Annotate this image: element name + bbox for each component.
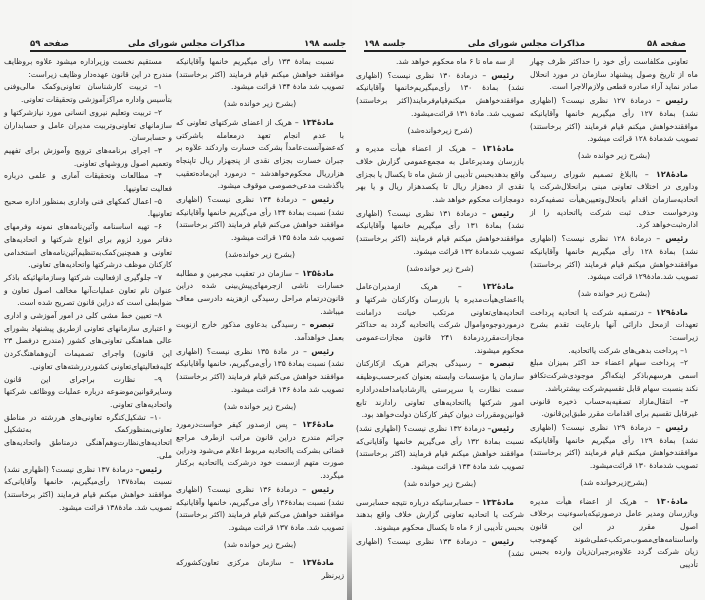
paragraph [176,345,344,397]
paragraph-text: – باابلاغ تصمیم شورای رسیدگی وداوری در اختلاف تعاونی مبنی برانحلال‌شرکت یا اتحادیه‌سازمان اقدام بانحلال‌وتعیین‌هیأت تصفیه‌کرده ودرخواست حذف ثبت شرکت یااتحادیه را از اداره‌ثبت‌خواهد کرد. [530,169,698,230]
paragraph [4,170,172,195]
paragraph-text: ۲– تربیت وتعلیم نیروی انسانی مورد نیازشرکتها و سازمانهای تعاونی‌وتربیت مدیران عامل و حسابداران و حسابرسان. [4,107,172,143]
speaker-or-article-label: تبصره [489,358,514,369]
speaker-or-article-label: رئیس [665,233,688,244]
paragraph-text: مستقیم نخست وزیراداره میشود علاوه بروظایف مندرج در این قانون عهده‌دار وظایف زیراست: [4,57,172,79]
reading-note: (بشرح زیر خوانده شد) [577,150,651,160]
reading-note: (شرح زیرخوانده‌شد) [407,125,473,135]
paragraph-text: – درمادهٔ ۱۲۷ نظری نیست؟ (اظهاری نشد) بمادهٔ ۱۲۷ رأی میگیریم خانمها وآقایانیکه موافقندخواهش میکنم قیام فرمایند (اکثر برخاستند) تصویب شدمادهٔ ۱۲۸ قرائت میشود. [530,96,698,144]
paragraph-text: ۸– تعیین خط مشی کلی در امور آموزشی و اداری و اعتباری سازمانهای تعاونی ازطریق پیشنهاد بشورای عالی هماهنگی تعاونی‌های کشور (مندرج درفصل ۲۳ این قانون) واجرای تصمیمات آن‌وهماهنگ‌کردن کلیه‌فعالیتهای‌تعاونی کشوردررشته‌های تعاونی. [4,311,172,371]
paragraph-text: – درمادهٔ ۱۳۲ نظری نیست؟ (اظهاری نشد) نسبت بمادهٔ ۱۳۲ رأی می‌گیریم خانمها وآقایانی‌که موافقند خواهش میکنم قیام فرمایند (اکثر برخاستند) تصویب شد مادهٔ ۱۳۳ قرائت میشود. [356,423,524,472]
paragraph [530,306,698,345]
paragraph-text: ۲– پرداخت سهام اعضاء حد اکثر بمیزان مبلغ اسمی هرسهم‌باذکر اینکه‌اگر موجودی‌شرکت‌تکافو نکند بنسبت سهام قابل تقسیم‌شرکت بیشترباشد. [530,358,698,393]
speaker-or-article-label: مادهٔ۱۳۲ [481,281,514,292]
paragraph-text: – هریک ازمدیران‌عامل یااعضای‌هیأت‌مدیره یا بازرسان وکارکنان شرکتها و اتحادیه‌های‌تعاونی مرتکب خیانت درامانت درموردوجوه‌واموال شرکت یااتحادیه گردد به حداکثر مجازات‌مقرردرمادهٔ ۲۴۱ قانون مجازات‌عمومی محکوم میشوند. [356,282,524,355]
paragraph [4,374,172,412]
paragraph [4,145,172,170]
session-number: جلسه ۱۹۸ [364,39,406,49]
speaker-or-article-label: رئیس [139,463,162,474]
paragraph-text: ۶– تهیه اساسنامه وآئین‌نامه‌های نمونه وفرمهای دفاتر مورد لزوم برای انواع شرکتها و اتحادیه‌های تعاونی و همچنین‌کمک‌به‌تنظیم‌آئین‌نامه‌های استخدامی کارکنان موظف درشرکتها واتحادیه‌های تعاونی. [4,222,172,270]
publication-title: مذاکرات مجلس شورای ملی [467,39,586,49]
paragraph [356,56,524,69]
paragraph-text: – درمادهٔ ۱۲۸ نظری نیست؟ (اظهاری نشد) بمادهٔ ۱۲۸ رأی میگیریم خانمها وآقایانیکه موافقندخواهش میکنم قیام فرمایند (اکثر برخاستند) تصویب شد.مادهٔ۱۲۹ قرائت میشود. [530,234,698,282]
paragraph [4,412,172,463]
paragraph-text: – در مادهٔ ۱۳۵ نظری نیست؟ (اظهاری نشد) نسبت بمادهٔ ۱۳۵ رأی‌می‌گیریم، خانمها وآقایانیکه موافقند خواهش می‌کنم قیام فرمایند (اکثر برخاستند) تصویب شد مادهٔ ۱۳۶ قرائت میشود. [176,346,344,394]
reading-note: (بشرح زیر خوانده‌شد) [225,249,295,259]
paragraph-text: – هریک از اعضای شرکتهای تعاونی که با عدم انجام تعهد درمعامله باشرکتی که‌عضوآنست‌عامداً بشرکت خسارت واردکند علاوه بر جبران خسارت بجزای نقدی از پنجهزار ریال تاپنجاه هزارریال محکوم‌خواهدشد – درمورد این‌ماده‌تعقیب باگذشت مدعی‌خصوصی موقوف میشود. [176,117,344,191]
paragraph [176,193,344,245]
speaker-or-article-label: رئیس [311,194,334,205]
paragraph [356,422,524,474]
paragraph-text: – رسیدگی بدعاوی مذکور خارج ازنوبت بعمل خواهدآمد. [176,320,344,343]
reading-note: (بشرح‌زیرخوانده شد) [580,477,648,487]
paragraph [4,81,172,106]
paragraph [530,357,698,395]
paragraph-text: – درمادهٔ ۱۳۳ نظری نیست؟ (اظهاری نشد) [356,536,524,559]
paragraph-text: – درمادهٔ ۱۳۷ نظری نیست؟ (اظهاری نشد) نسبت بمادهٔ۱۳۷ رأی‌میگیریم، خانمها وآقایانی‌که موافقند خواهش میکنم قیام فرمایند (اکثر برخاستند) تصویب شد. مادهٔ۱۳۸ قرائت میشود. [4,464,173,512]
paragraph [176,56,344,94]
paragraph-text: ۹– نظارت براجرای این قانون وسایرقوانین‌موضوعه درباره عملیات ووظائف شرکتها واتحادیه‌های تعاونی. [4,374,172,409]
reading-note: (بشرح زیر خوانده شد) [223,99,297,109]
paragraph-text: – درتصفیه شرکت یا اتحادیه پرداخت تعهدات ازمحل دارائی آنها بارعایت تقدم بشرح زیراست: [530,307,698,343]
speaker-or-article-label: مادهٔ۱۳۳ [481,496,514,507]
paragraph [530,232,698,284]
page-header [364,36,686,52]
paragraph-text: – حسابرسانیکه درباره نتیجه حسابرسی شرکت یا اتحادیه تعاونی گزارش خلاف واقع بدهند بحبس تأدیبی از ۶ ماه تا یکسال محکوم میشوند. [356,497,524,532]
paragraph-text: ۷– جلوگیری ازفعالیت شرکتها وسازمانهائیکه باذکر عنوان نام تعاون عملیات‌آنها مخالف اصول تعاون و ضوابطی است که دراین قانون تصریح شده است. [4,272,172,308]
paragraph-text: – سازمان مرکزی تعاون‌کشورکه زیرنظر [176,558,344,581]
paragraph-text: ۳– انتقال‌مازاد تصفیه‌به‌حساب ذخیره قانونی غیرقابل تقسیم برای اقدامات مقرر طبق‌این‌قانون. [530,396,698,419]
paragraph [4,107,172,145]
paragraph [4,221,172,272]
paragraph [176,418,344,483]
speaker-or-article-label: رئیس [311,345,334,356]
paragraph [4,272,172,310]
paragraph-text: ۴– مطالعات وتحقیقات آماری و علمی درباره فعالیت تعاونیها. [4,171,172,194]
speaker-or-article-label: مادهٔ۱۳۵ [301,267,334,278]
paragraph-text: ۳– اجرای برنامه‌های ترویج وآموزش برای تفهیم وتعمیم اصول وروشهای تعاونی. [4,145,172,168]
paragraph [4,56,172,81]
paragraph [4,310,172,374]
speaker-or-article-label: رئیس [491,535,514,546]
paragraph [530,421,698,473]
right-page [352,0,705,600]
paragraph [176,267,344,319]
page-number: صفحه ۵۸ [647,39,686,49]
reading-note: (بشرح زیر خوانده شد) [223,539,297,549]
paragraph-text: – درمادهٔ ۱۲۹ نظری نیست؟ (اظهاری نشد) بمادهٔ ۱۲۹ رأی میگیریم خانمها وآقایانیکه موافقندخواهش میکنم قیام فرمایند (اکثر برخاستند) تصویب شدمادهٔ ۱۳۰ قرائت‌میشود. [530,422,698,471]
paragraph-text: – درمادهٔ ۱۳۶ نظری نیست؟ (اظهاری نشد) نسبت بمادهٔ۱۳۶ رأی می‌گیریم، خانمها وآقایانیکه موافقند خواهش می‌کنم قیام فرمایند (اکثر برخاستند) تصویب شد. مادهٔ ۱۳۷ قرائت میشود. [176,484,344,532]
page-number: صفحه ۵۹ [30,39,69,49]
publication-title: مذاکرات مجلس شورای ملی [127,39,246,49]
paragraph [4,463,172,515]
paragraph [176,556,344,582]
speaker-or-article-label: مادهٔ۱۲۹ [655,306,688,317]
paragraph-text: – درمادهٔ ۱۳۰ نظری نیست؟ (اظهاری نشد) بمادهٔ ۱۳۰ رأی‌میگیریم‌خانمها وآقایانیکه موافقندخواهش میکنم‌قیام‌فرمایند(اکثر برخاستند) تصویب شد. مادهٔ ۱۳۱ قرائت‌میشود. [356,70,524,118]
paragraph-text: – پس ازصدور کیفر خواست‌درمورد جرائم مندرج دراین قانون مراتب ازطرف مراجع قضائی بشرکت یااتحادیه مربوط اعلام می‌شود ودراین صورت متهم ازسمت خود درشرکت یااتحادیه برکنار میگردد. [176,420,344,481]
speaker-or-article-label: مادهٔ۱۳۷ [301,557,334,568]
paragraph-text: – درمادهٔ ۱۳۴ نظری نیست؟ (اظهاری نشد) نسبت بمادهٔ ۱۳۴ رأی می‌گیریم خانمها وآقایانیکه موافقند خواهش می‌کنم قیام فرمایند (اکثر برخاستند) تصویب شد مادهٔ ۱۳۵ قرائت میشود. [176,195,344,243]
reading-note: (بشرح زیر خوانده شد) [577,288,651,298]
speaker-or-article-label: مادهٔ۱۳۰ [655,495,688,506]
paragraph-text: نسبت بمادهٔ ۱۳۳ رأی میگیریم خانمها وآقایانیکه موافقند خواهش میکنم قیام فرمایند (اکثر برخاستند) تصویب شد مادهٔ ۱۳۴ قرائت میشود. [176,57,344,92]
paragraph [530,345,698,358]
text-column-left [4,56,172,514]
paragraph [356,280,524,357]
paragraph [530,396,698,421]
reading-note: (شرح زیر خوانده‌شد) [406,263,474,273]
text-column-right [176,56,344,583]
speaker-or-article-label: رئیس [491,69,514,80]
paragraph-text: – درمادهٔ ۱۳۱ نظری نیست؟ (اظهاری نشد) بمادهٔ ۱۳۱ رأی میگیریم خانمها وآقایانیکه موافقندخواهش میکنم قیام فرمایند (اکثر برخاستند) تصویب شدمادهٔ ۱۳۲ قرائت میشود. [356,208,524,256]
paragraph [4,196,172,221]
paragraph [530,168,698,233]
speaker-or-article-label: مادهٔ۱۳۶ [301,419,334,430]
speaker-or-article-label: رئیس [311,483,334,494]
paragraph-text: – سازمان در تعقیب مجرمین و مطالبه خسارات ناشی ازجرمهای‌پیش‌بینی شده دراین قانون‌درتمام مراحل رسیدگی ازهزینه دادرسی معاف میباشد. [176,268,344,316]
paragraph-text: ۱– تربیت کارشناسان تعاونی‌وکمک مالی‌وفنی بتأسیس واداره مراکزآموزشی وتحقیقات تعاونی. [4,82,172,105]
speaker-or-article-label: رئیس [491,422,514,433]
text-column-left [356,56,524,561]
paragraph-text: تعاونی مکلفاست رأی خود را حداکثر ظرف چهار ماه از تاریخ وصول پیشنهاد سازمان در مورد انحلال صادر نماید آراء صادره قطعی ولازم‌الاجرا است. [530,57,698,92]
reading-note: (بشرح زیر خوانده شد) [223,401,297,411]
speaker-or-article-label: رئیس [491,207,514,218]
paragraph [356,207,524,259]
paragraph [176,318,344,344]
paragraph [356,142,524,207]
paragraph [176,483,344,535]
speaker-or-article-label: رئیس [665,95,688,106]
paragraph-text: – هریک از اعضاء هیأت مدیره وبازرسان ومدیر عامل درصورتیکه‌باسوءنیت برخلاف اصول مقرر در این قانون واساسنامه‌های‌مصوب‌مرتکب‌عملی‌شوند کهموجب زیان شرکت گردد علاوه‌برجبران‌زیان وارده بحبس تأدیبی [530,496,698,570]
page-header [30,36,346,52]
paragraph [530,94,698,146]
session-number: جلسه ۱۹۸ [304,39,346,49]
paragraph [530,495,698,572]
paragraph-text: ۵– اعمال کمکهای فنی واداری بمنظور اداره صحیح تعاونیها. [4,196,172,219]
speaker-or-article-label: رئیس [665,421,688,432]
paragraph [530,56,698,94]
paragraph [356,496,524,535]
text-column-right [530,56,698,572]
speaker-or-article-label: تبصره [309,319,334,330]
paragraph [356,535,524,561]
paragraph-text: – رسیدگی بجرائم هریک ازکارکنان سازمان یا مؤسسات وابسته بعنوان که‌برحسب‌وظیفه سمت نظارت یا سرپرستی یاارشادیامداخله‌دراداره امور شرکتها یااتحادیه‌های تعاونی رادارند تابع قوانین‌ومقررات دیوان کیفر کارکنان دولت‌خواهد بود. [356,359,524,420]
speaker-or-article-label: مادهٔ۱۲۸ [655,168,688,179]
left-page [0,0,352,600]
speaker-or-article-label: مادهٔ۱۳۱ [481,143,514,154]
paragraph [176,116,344,193]
paragraph [356,69,524,121]
paragraph [356,357,524,422]
reading-note: (بشرح زیر خوانده شد) [403,478,477,488]
paragraph-text: از سه ماه تا ۶ ماه محکوم خواهد شد. [395,57,514,66]
paragraph-text: – هریک از اعضاء هیأت مدیره و بازرسان ومدیرعامل به مجمع‌عمومی گزارش خلاف واقع بدهدبحبس تأدیبی از شش ماه تا یکسال یا بجزای نقدی از ده‌هزار ریال تا یکصدهزار ریال و یا بهر دومجازات محکوم خواهد شد. [355,144,524,205]
paragraph-text: ۱۰– تشکیل‌کنگره تعاونی‌های هررشته در مناطق تعاونی‌بمنظورکمک به‌تشکیل اتحادیه‌های‌نظارت‌وهم‌آهنگی درمناطق واتحادیه‌های ملی. [4,412,172,460]
paragraph-text: ۱– پرداخت بدهی‌های شرکت یااتحادیه. [568,345,688,355]
speaker-or-article-label: مادهٔ۱۳۴ [301,116,334,127]
